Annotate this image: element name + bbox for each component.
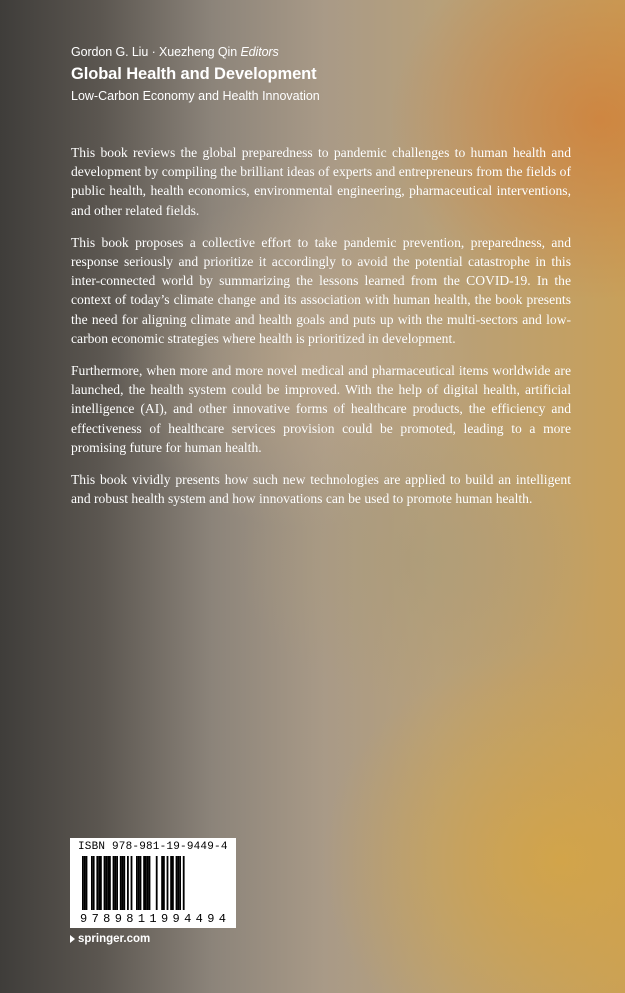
blurb-paragraph-4: This book vividly presents how such new technologies are applied to build an intelligent and robust health system and how innovations can be used to promote human health. (71, 472, 571, 507)
editors-line (71, 44, 591, 60)
barcode-bar (167, 856, 169, 910)
barcode-bar (161, 856, 163, 910)
barcode-bar (105, 856, 107, 910)
barcode (78, 856, 230, 926)
barcode-digits: 9789811994494 (80, 912, 226, 926)
blurb (71, 143, 571, 521)
isbn-barcode-box (70, 838, 236, 928)
barcode-bar (136, 856, 138, 910)
barcode-bar (107, 856, 109, 910)
barcode-bar (96, 856, 98, 910)
barcode-bar (127, 856, 129, 910)
barcode-bar (109, 856, 111, 910)
publisher-footer (70, 932, 150, 946)
barcode-bar (98, 856, 100, 910)
publisher-site[interactable]: springer.com (78, 933, 151, 945)
barcode-bar (170, 856, 172, 910)
barcode-bar (113, 856, 115, 910)
barcode-bar (183, 856, 185, 910)
barcode-bar (176, 856, 178, 910)
blurb-paragraph-3: Furthermore, when more and more novel medical and pharmaceutical items worldwide are launched, the health system could be improved. With the help of digital health, artificial intelligence (AI), and other innovative forms of healthcare products, the efficiency and effectiveness of healthcare services provision could be promoted, leading to a more promising future for human health. (71, 363, 571, 455)
book-title: Global Health and Development (71, 65, 317, 83)
barcode-bar (156, 856, 158, 910)
isbn-label: ISBN 978-981-19-9449-4 (78, 841, 228, 853)
barcode-bar (177, 856, 179, 910)
barcode-bar (91, 856, 93, 910)
barcode-bar (147, 856, 149, 910)
barcode-bar (120, 856, 122, 910)
book-subtitle: Low-Carbon Economy and Health Innovation (71, 89, 320, 103)
editors-names: Gordon G. Liu · Xuezheng Qin (71, 45, 238, 59)
editors-role: Editors (240, 45, 279, 59)
barcode-bar (163, 856, 165, 910)
barcode-bar (122, 856, 124, 910)
arrow-right-icon (70, 935, 75, 943)
barcode-bar (179, 856, 181, 910)
barcode-bar (114, 856, 116, 910)
barcode-bar (84, 856, 86, 910)
barcode-bar (104, 856, 106, 910)
barcode-bar (140, 856, 142, 910)
barcode-bar (138, 856, 140, 910)
barcode-bar (86, 856, 88, 910)
blurb-paragraph-2: This book proposes a collective effort to take pandemic prevention, preparedness, and response seriously and prioritize it accordingly to avoid the potential catastrophe in this inter-connected world by summarizing the lessons learned from the COVID-19. In the context of today’s climate change and its association with human health, the book presents the need for aligning climate and health goals and puts up with the multi-sectors and low-carbon economic strategies where health is prioritized in development. (71, 234, 571, 346)
barcode-bar (149, 856, 151, 910)
barcode-bar (172, 856, 174, 910)
barcode-bar (145, 856, 147, 910)
barcode-bar (82, 856, 84, 910)
barcode-bar (100, 856, 102, 910)
barcode-bar (131, 856, 133, 910)
header (71, 44, 591, 104)
barcode-bar (93, 856, 95, 910)
barcode-bar (143, 856, 145, 910)
blurb-paragraph-1: This book reviews the global preparedness to pandemic challenges to human health and development by compiling the brilliant ideas of experts and entrepreneurs from the fields of public health, health economics, environmental engineering, pharmaceutical interventions, and other related fields. (71, 145, 571, 218)
barcode-bar (123, 856, 125, 910)
barcode-bar (116, 856, 118, 910)
